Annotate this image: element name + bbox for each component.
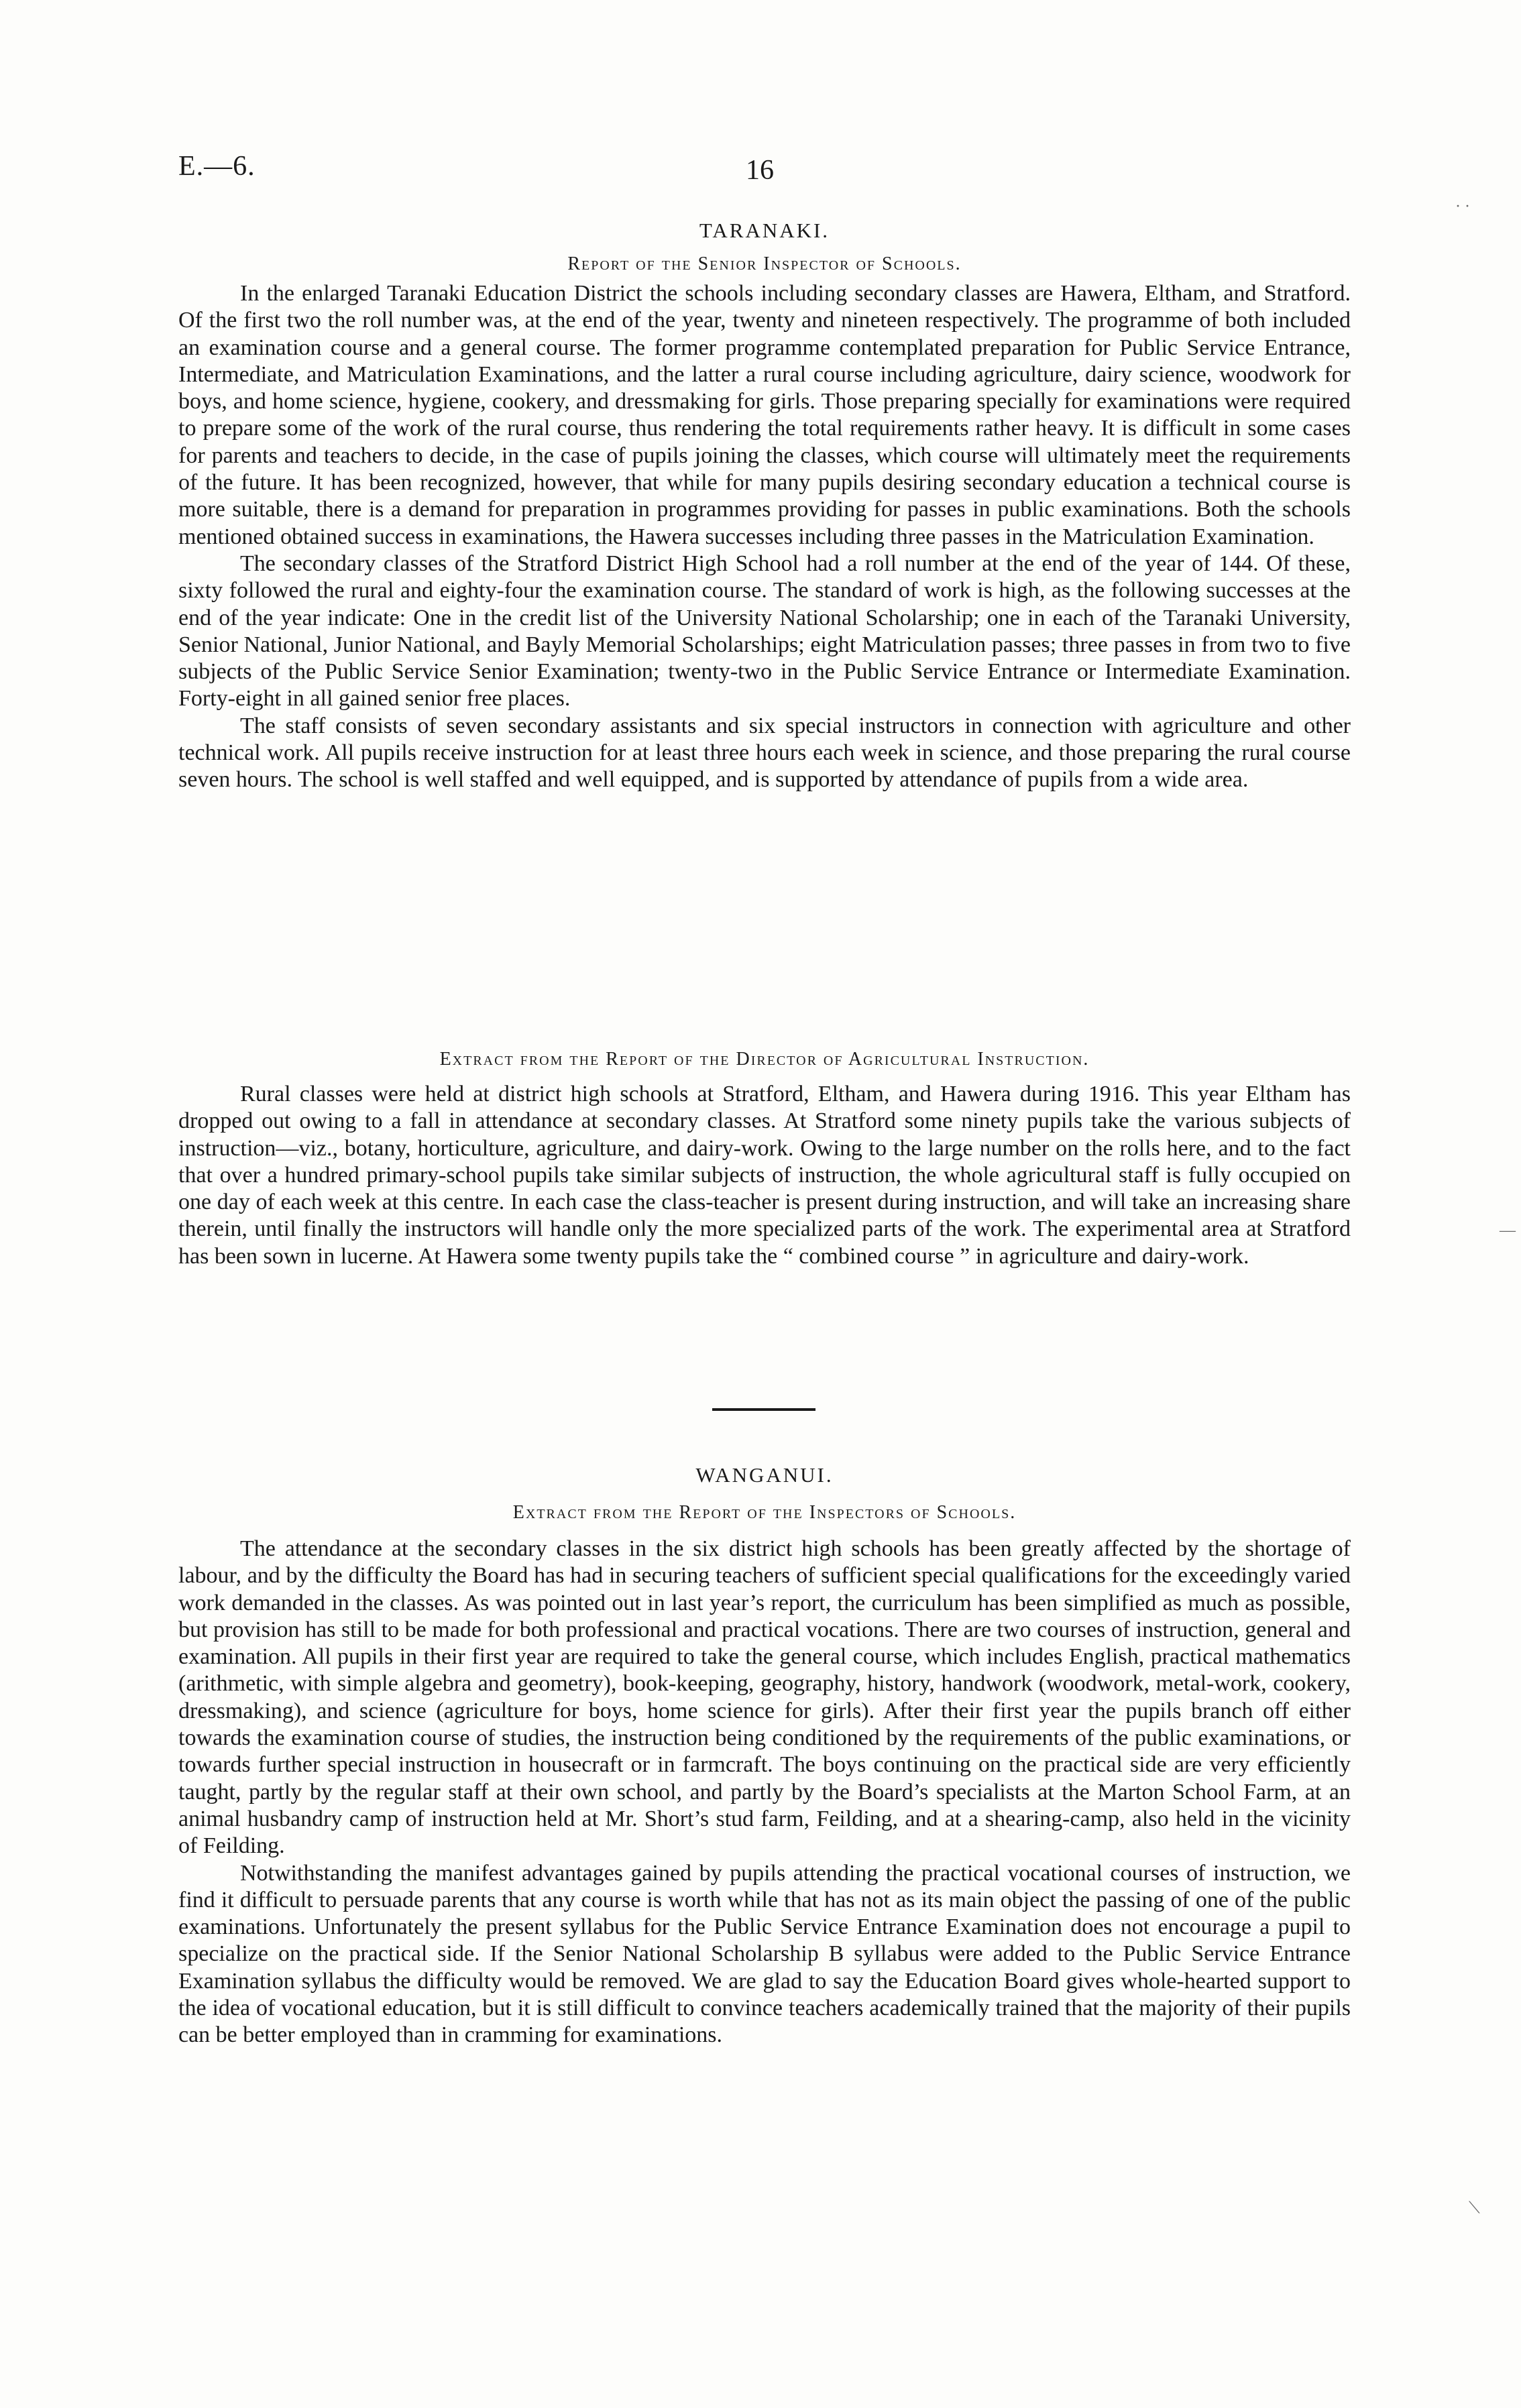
page-number: 16 (746, 155, 774, 186)
paragraph: Notwithstanding the manifest advantages gained by pupils attending the practical vocational courses of instruction, we find it difficult to persuade parents that any course is worth while that has not as its main object the passing of one of the public examinations. Unfortunately the present syllabus for the Public Service Entrance Examination does not encourage a pupil to specialize on the practical side. If the Senior National Scholarship B syllabus were added to the Public Service Entrance Examination syllabus the difficulty would be removed. We are glad to say the Education Board gives whole-hearted support to the idea of vocational education, but it is still difficult to convince teachers academically trained that the majority of their pupils can be better employed than in cramming for examinations. (178, 1860, 1351, 2048)
margin-speck-decoration: · · (1455, 198, 1470, 215)
document-reference: E.—6. (178, 151, 256, 182)
section-title: TARANAKI. (699, 219, 830, 242)
section-subtitle: Extract from the Report of the Inspectors of Schools. (512, 1502, 1017, 1523)
paragraph: Rural classes were held at district high schools at Stratford, Eltham, and Hawera during 1916. This year Eltham has dropped out owing to a fall in attendance at secondary classes. At Stratford some ninety pupils take the various subjects of instruction—viz., botany, horticulture, agriculture, and dairy-work. Owing to the large number on the rolls here, and to the fact that over a hundred primary-school pupils take similar subjects of instruction, the whole agricultural staff is fully occupied on one day of each week at this centre. In each case the class-teacher is present during instruction, and will take an increasing share therein, until finally the instructors will handle only the more specialized parts of the work. The experimental area at Stratford has been sown in lucerne. At Hawera some twenty pupils take the “ combined course ” in agriculture and dairy-work. (178, 1082, 1351, 1269)
margin-speck-decoration: ⟍ (1469, 2199, 1480, 2217)
section-wanganui (178, 1463, 1351, 2049)
section-taranaki (178, 219, 1351, 794)
section-subtitle: Extract from the Report of the Director of Agricultural Instruction. (439, 1049, 1090, 1070)
section-title: WANGANUI. (695, 1463, 834, 1487)
paragraph: In the enlarged Taranaki Education District the schools including secondary classes are Hawera, Eltham, and Stratford. Of the first two the roll number was, at the end of the year, twenty and nineteen respectively. The programme of both included an examination course and a general course. The former programme contemplated preparation for Public Service Entrance, Intermediate, and Matriculation Examinations, and the latter a rural course including agriculture, dairy science, woodwork for boys, and home science, hygiene, cookery, and dressmaking for girls. Those preparing specially for examinations were required to prepare some of the work of the rural course, thus rendering the total requirements rather heavy. It is difficult in some cases for parents and teachers to decide, in the case of pupils joining the classes, which course will ultimately meet the requirements of the future. It has been recognized, however, that while for many pupils desiring secondary education a technical course is more suitable, there is a demand for preparation in programmes providing for passes in public examinations. Both the schools mentioned obtained success in examinations, the Hawera successes including three passes in the Matriculation Examination. (178, 281, 1351, 549)
section-agricultural-extract (178, 1049, 1351, 1270)
paragraph: The secondary classes of the Stratford District High School had a roll number at the end of the year of 144. Of these, sixty followed the rural and eighty-four the examination course. The standard of work is high, as the following successes at the end of the year indicate: One in the credit list of the University National Scholarship; one in each of the Taranaki University, Senior National, Junior National, and Bayly Memorial Scholarships; eight Matriculation passes; three passes in from two to five subjects of the Public Service Senior Examination; twenty-two in the Public Service Entrance or Intermediate Examination. Forty-eight in all gained senior free places. (178, 551, 1351, 711)
paragraph: The attendance at the secondary classes in the six district high schools has been greatly affected by the shortage of labour, and by the difficulty the Board has had in securing teachers of sufficient special qualifications for the exceedingly varied work demanded in the classes. As was pointed out in last year’s report, the curriculum has been simplified as much as possible, but provision has still to be made for both professional and practical vocations. There are two courses of instruction, general and examination. All pupils in their first year are required to take the general course, which includes English, practical mathematics (arithmetic, with simple algebra and geometry), book-keeping, geography, history, handwork (woodwork, metal-work, cookery, dressmaking), and science (agriculture for boys, home science for girls). After their first year the pupils branch off either towards the examination course of studies, the instruction being conditioned by the requirements of the public examinations, or towards further special instruction in housecraft or in farmcraft. The boys continuing on the practical side are very efficiently taught, partly by the regular staff at their own school, and partly by the Board’s specialists at the Marton School Farm, at an animal husbandry camp of instruction held at Mr. Short’s stud farm, Feilding, and at a shearing-camp, also held in the vicinity of Feilding. (178, 1536, 1351, 1859)
section-divider-rule (712, 1408, 815, 1411)
section-subtitle: Report of the Senior Inspector of Schools. (567, 253, 962, 274)
paragraph: The staff consists of seven secondary assistants and six special instructors in connection with agriculture and other technical work. All pupils receive instruction for at least three hours each week in science, and those preparing the rural course seven hours. The school is well staffed and well equipped, and is supported by attendance of pupils from a wide area. (178, 713, 1351, 793)
margin-speck-decoration: — (1500, 1222, 1516, 1239)
